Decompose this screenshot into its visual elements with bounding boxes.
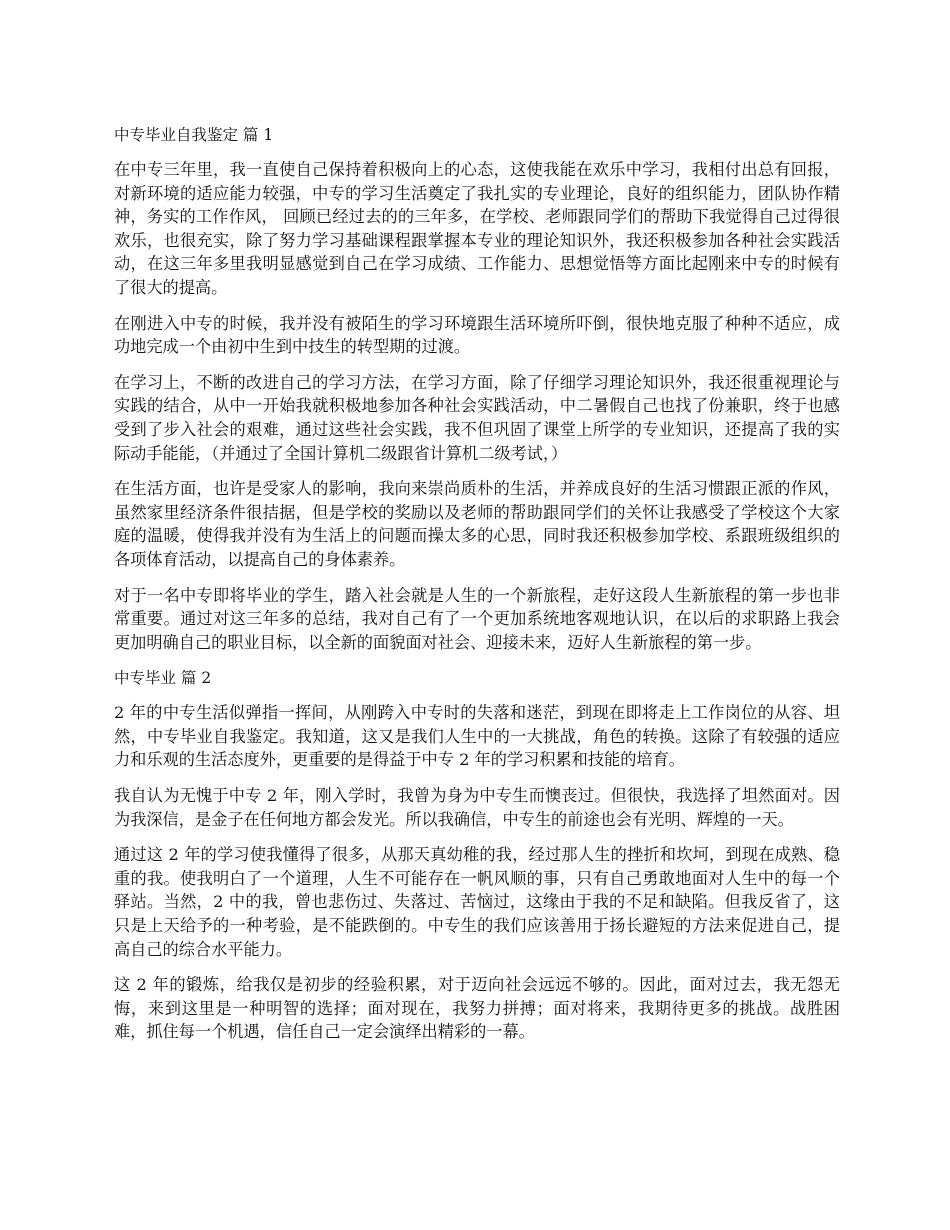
document-page [114, 123, 840, 1056]
paragraph: 通过这 2 年的学习使我懂得了很多，从那天真幼稚的我，经过那人生的挫折和坎坷，到现在成熟、稳重的我。使我明白了一个道理，人生不可能存在一帆风顺的事，只有自己勇敢地面对人生中的每一个驿站。当然，2 中的我，曾也悲伤过、失落过、苦恼过，这缘由于我的不足和缺陷。但我反省了，这只是上天给予的一种考验，是不能跌倒的。中专生的我们应该善用于扬长避短的方法来促进自己，提高自己的综合水平能力。 [114, 845, 840, 959]
section-heading: 中专毕业 篇 2 [114, 669, 212, 688]
section-heading: 中专毕业自我鉴定 篇 1 [114, 126, 274, 144]
paragraph: 在学习上，不断的改进自己的学习方法，在学习方面，除了仔细学习理论知识外，我还很重视理论与实践的结合，从中一开始我就积极地参加各种社会实践活动，中二暑假自己也找了份兼职，终于也感受到了步入社会的艰难，通过这些社会实践，我不但巩固了课堂上所学的专业知识，还提高了我的实际动手能能，（并通过了全国计算机二级跟省计算机二级考试，） [114, 372, 840, 463]
paragraph: 在生活方面，也许是受家人的影响，我向来崇尚质朴的生活，并养成良好的生活习惯跟正派的作风，虽然家里经济条件很拮据，但是学校的奖励以及老师的帮助跟同学们的关怀让我感受了学校这个大家庭的温暖，使得我并没有为生活上的问题而操太多的心思，同时我还积极参加学校、系跟班级组织的各项体育活动，以提高自己的身体素养。 [114, 479, 840, 569]
paragraph: 对于一名中专即将毕业的学生，踏入社会就是人生的一个新旅程，走好这段人生新旅程的第一步也非常重要。通过对这三年多的总结，我对自己有了一个更加系统地客观地认识，在以后的求职路上我会更加明确自己的职业目标，以全新的面貌面对社会、迎接未来，迈好人生新旅程的第一步。 [114, 585, 840, 652]
section-2 [114, 666, 840, 1044]
paragraph: 在刚进入中专的时候，我并没有被陌生的学习环境跟生活环境所吓倒，很快地克服了种种不适应，成功地完成一个由初中生到中技生的转型期的过渡。 [114, 313, 840, 357]
paragraph: 2 年的中专生活似弹指一挥间，从刚跨入中专时的失落和迷茫，到现在即将走上工作岗位的从容、坦然，中专毕业自我鉴定。我知道，这又是我们人生中的一大挑战，角色的转换。这除了有较强的适应力和乐观的生活态度外，更重要的是得益于中专 2 年的学习积累和技能的培育。 [114, 703, 840, 770]
paragraph: 我自认为无愧于中专 2 年，刚入学时，我曾为身为中专生而懊丧过。但很快，我选择了坦然面对。因为我深信，是金子在任何地方都会发光。所以我确信，中专生的前途也会有光明、辉煌的一天。 [114, 786, 840, 829]
section-1 [114, 123, 840, 654]
paragraph: 在中专三年里，我一直使自己保持着积极向上的心态，这使我能在欢乐中学习，我相付出总有回报，对新环境的适应能力较强，中专的学习生活奠定了我扎实的专业理论，良好的组织能力，团队协作精神，务实的工作作风， 回顾已经过去的的三年多，在学校、老师跟同学们的帮助下我觉得自己过得很欢乐，也很充实，除了努力学习基础课程跟掌握本专业的理论知识外，我还积极参加各种社会实践活动，在这三年多里我明显感觉到自己在学习成绩、工作能力、思想觉悟等方面比起刚来中专的时候有了很大的提高。 [114, 160, 840, 297]
paragraph: 这 2 年的锻炼，给我仅是初步的经验积累，对于迈向社会远远不够的。因此，面对过去，我无怨无悔，来到这里是一种明智的选择；面对现在，我努力拼搏；面对将来，我期待更多的挑战。战胜困难，抓住每一个机遇，信任自己一定会演绎出精彩的一幕。 [114, 975, 840, 1042]
